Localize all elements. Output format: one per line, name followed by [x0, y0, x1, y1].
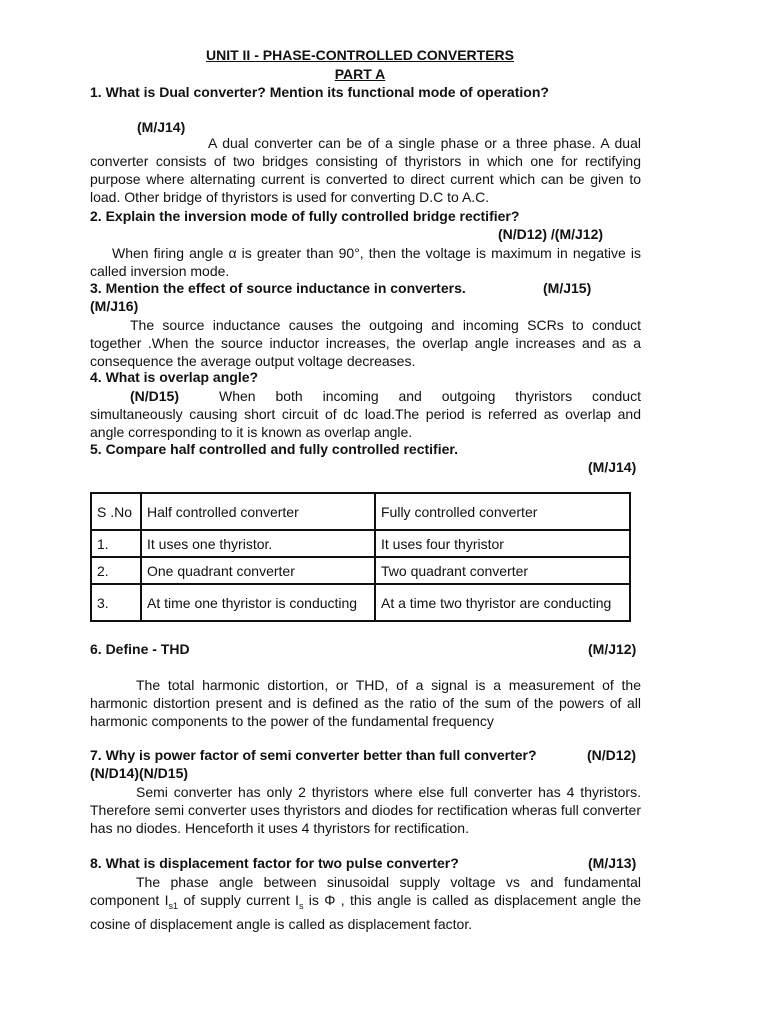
question-8-tag: (M/J13)	[588, 855, 637, 871]
question-4-tag: (N/D15)	[130, 388, 180, 404]
question-7: 7. Why is power factor of semi converter better than full converter?	[90, 747, 537, 763]
subscript-s1: s1	[168, 900, 179, 911]
answer-7-text: Semi converter has only 2 thyristors where else full converter has 4 thyristors. Therefore semi converter uses thyristors and diodes for rectification wheras full converter has no diodes. Henceforth it uses 4 thyristors for rectification.	[90, 784, 641, 836]
question-7-tag-1: (N/D12)	[587, 747, 637, 763]
answer-1	[90, 134, 641, 206]
question-2-tag: (N/D12) /(M/J12)	[498, 226, 604, 242]
question-3-tag-2: (M/J16)	[90, 298, 139, 314]
answer-4-text: When both incoming and outgoing thyristors conduct simultaneously causing short circuit of dc load.The period is referred as overlap and angle corresponding to it is known as overlap angle.	[90, 388, 641, 440]
question-3-tag-1: (M/J15)	[543, 280, 592, 296]
table-header-cell: Half controlled converter	[141, 493, 375, 530]
question-5: 5. Compare half controlled and fully controlled rectifier.	[90, 441, 458, 457]
question-1: 1. What is Dual converter? Mention its functional mode of operation?	[90, 84, 549, 100]
answer-3-text: The source inductance causes the outgoing and incoming SCRs to conduct together .When the source inductor increases, the overlap angle increases and as a consequence the average output voltage decreases.	[90, 317, 641, 369]
subscript-s: s	[298, 900, 304, 911]
part-title: PART A	[334, 66, 386, 82]
table-cell: 3.	[91, 584, 141, 621]
unit-title: UNIT II - PHASE-CONTROLLED CONVERTERS	[205, 47, 514, 63]
answer-2	[90, 244, 641, 280]
question-6: 6. Define - THD	[90, 641, 190, 657]
table-cell: At time one thyristor is conducting	[141, 584, 375, 621]
question-4: 4. What is overlap angle?	[90, 369, 259, 385]
answer-2-text: When firing angle α is greater than 90°, then the voltage is maximum in negative is called inversion mode.	[90, 245, 641, 279]
table-header-row	[91, 493, 630, 530]
question-6-tag: (M/J12)	[588, 641, 637, 657]
table-header-cell: S .No	[91, 493, 141, 530]
answer-6	[90, 676, 641, 730]
table-cell: At a time two thyristor are conducting	[375, 584, 630, 621]
answer-7	[90, 783, 641, 837]
answer-4	[90, 387, 641, 441]
table-cell: It uses one thyristor.	[141, 530, 375, 557]
answer-8-text-a: The phase angle between sinusoidal supply voltage vs and fundamental component I	[90, 874, 641, 908]
question-8: 8. What is displacement factor for two pulse converter?	[90, 855, 459, 871]
table-row	[91, 557, 630, 584]
table-cell: 2.	[91, 557, 141, 584]
answer-1-text: A dual converter can be of a single phase or a three phase. A dual converter consists of two bridges consisting of thyristors in which one for rectifying purpose where alternating current is converted to direct current which can be given to load. Other bridge of thyristors is used for converting D.C to A.C.	[90, 135, 641, 205]
table-cell: One quadrant converter	[141, 557, 375, 584]
answer-8-text-c: is Φ , this angle is called as displacement angle the cosine of displacement angle is called as displacement factor.	[90, 892, 641, 932]
question-2: 2. Explain the inversion mode of fully controlled bridge rectifier?	[90, 208, 520, 224]
answer-8	[90, 873, 641, 933]
question-3: 3. Mention the effect of source inductance in converters.	[90, 280, 466, 296]
table-cell: It uses four thyristor	[375, 530, 630, 557]
question-5-tag: (M/J14)	[588, 459, 637, 475]
answer-8-text-b: of supply current I	[178, 892, 299, 908]
question-1-tag: (M/J14)	[137, 119, 186, 135]
comparison-table	[90, 492, 631, 622]
table-cell: Two quadrant converter	[375, 557, 630, 584]
table-row	[91, 530, 630, 557]
question-7-tag-2: (N/D14)(N/D15)	[90, 765, 189, 781]
answer-3	[90, 316, 641, 370]
answer-6-text: The total harmonic distortion, or THD, of a signal is a measurement of the harmonic distortion present and is defined as the ratio of the sum of the powers of all harmonic components to the power of the fundamental frequency	[90, 677, 641, 729]
table-row	[91, 584, 630, 621]
table-header-cell: Fully controlled converter	[375, 493, 630, 530]
table-cell: 1.	[91, 530, 141, 557]
